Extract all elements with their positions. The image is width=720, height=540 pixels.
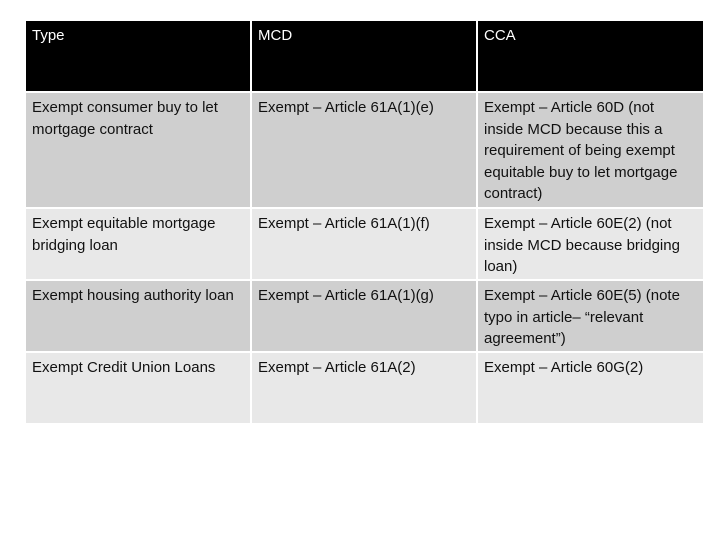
cell-cca: Exempt – Article 60D (not inside MCD because this a requirement of being exempt equitable buy to let mortgage contract): [478, 93, 703, 207]
table-row: [26, 353, 703, 423]
header-type: Type: [26, 21, 250, 91]
cell-mcd: Exempt – Article 61A(1)(f): [252, 209, 476, 279]
cell-cca: Exempt – Article 60E(2) (not inside MCD because bridging loan): [478, 209, 703, 279]
cell-type: Exempt consumer buy to let mortgage contract: [26, 93, 250, 207]
cell-cca: Exempt – Article 60E(5) (note typo in article– “relevant agreement”): [478, 281, 703, 351]
cell-type: Exempt equitable mortgage bridging loan: [26, 209, 250, 279]
cell-mcd: Exempt – Article 61A(1)(e): [252, 93, 476, 207]
header-cca: CCA: [478, 21, 703, 91]
cell-cca: Exempt – Article 60G(2): [478, 353, 703, 423]
cell-mcd: Exempt – Article 61A(2): [252, 353, 476, 423]
table-row: [26, 209, 703, 279]
cell-type: Exempt Credit Union Loans: [26, 353, 250, 423]
exemptions-table: [24, 19, 705, 425]
table-row: [26, 281, 703, 351]
table-row: [26, 93, 703, 207]
header-mcd: MCD: [252, 21, 476, 91]
cell-mcd: Exempt – Article 61A(1)(g): [252, 281, 476, 351]
cell-type: Exempt housing authority loan: [26, 281, 250, 351]
table-header-row: [26, 21, 703, 91]
